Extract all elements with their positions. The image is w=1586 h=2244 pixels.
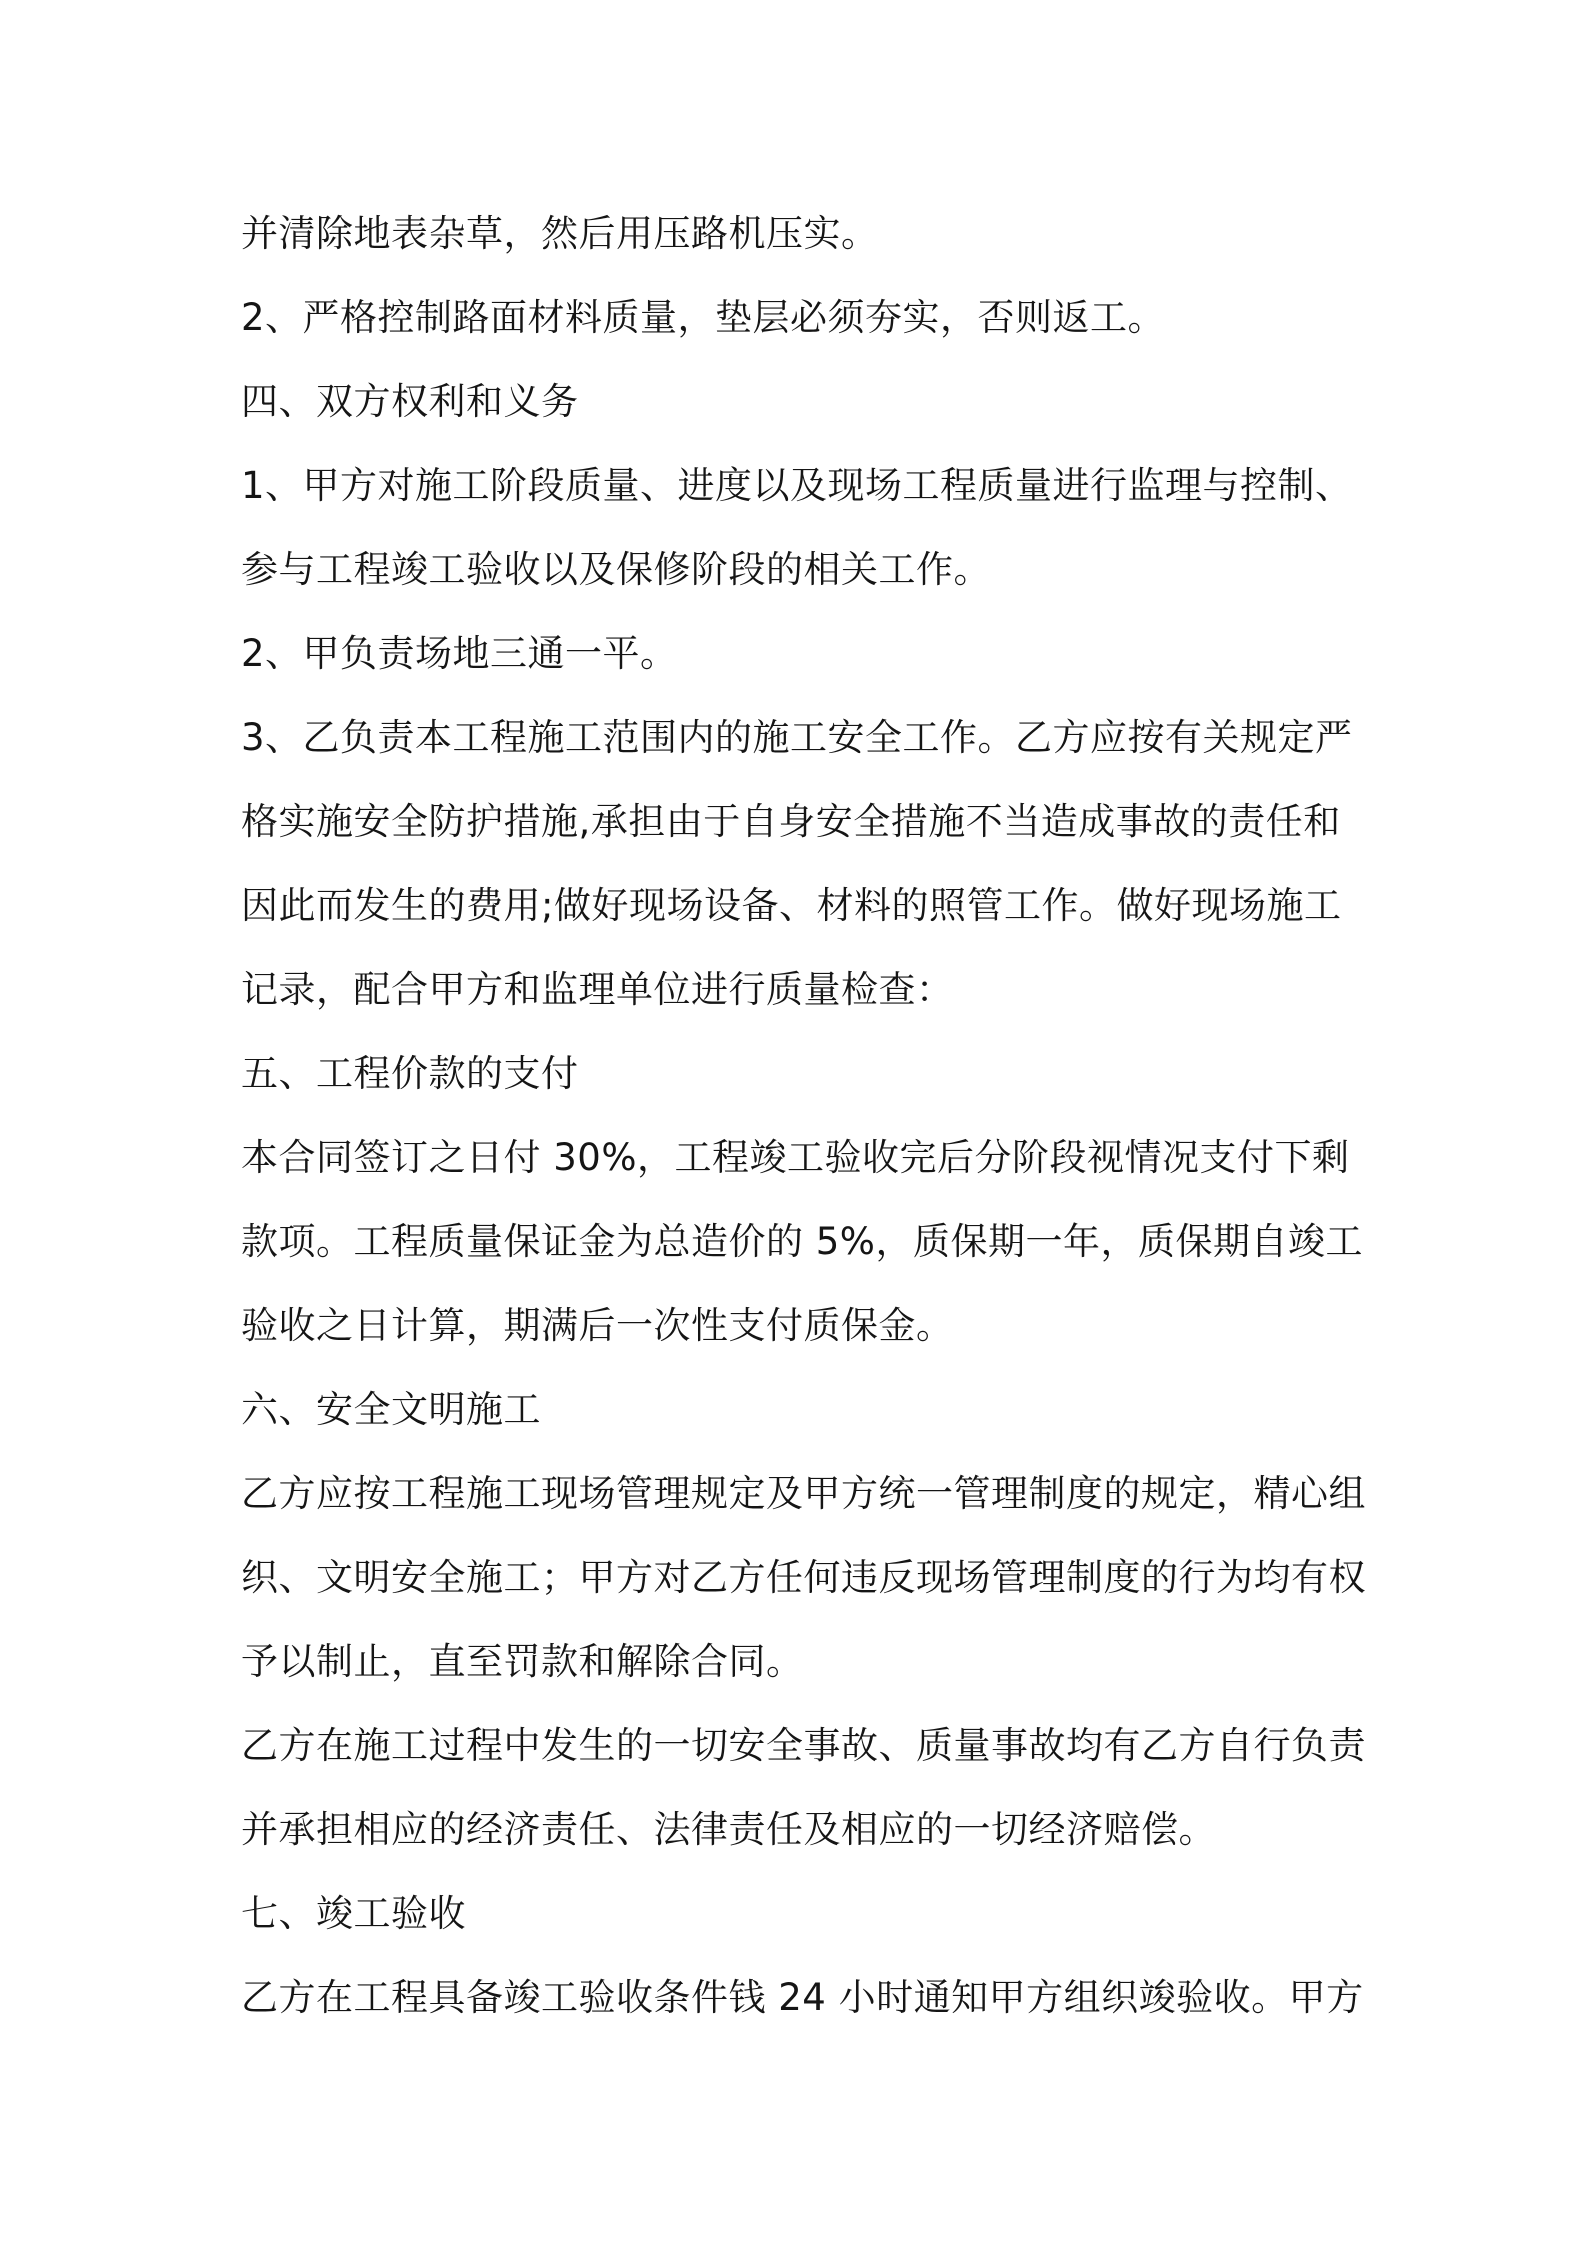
text-line: 验收之日计算，期满后一次性支付质保金。 (241, 1304, 954, 1347)
text-line: 并承担相应的经济责任、法律责任及相应的一切经济赔偿。 (241, 1808, 1216, 1851)
text-line: 参与工程竣工验收以及保修阶段的相关工作。 (241, 548, 991, 591)
text-line: 2、甲负责场地三通一平。 (241, 632, 678, 675)
text-line: 格实施安全防护措施,承担由于自身安全措施不当造成事故的责任和 (241, 800, 1341, 843)
text-line: 因此而发生的费用;做好现场设备、材料的照管工作。做好现场施工 (241, 884, 1342, 927)
section-heading: 六、安全文明施工 (241, 1388, 541, 1431)
text-line: 予以制止，直至罚款和解除合同。 (241, 1640, 804, 1683)
text-line: 本合同签订之日付 30%，工程竣工验收完后分阶段视情况支付下剩 (241, 1136, 1350, 1179)
text-line: 2、严格控制路面材料质量，垫层必须夯实，否则返工。 (241, 296, 1166, 339)
text-line: 3、乙负责本工程施工范围内的施工安全工作。乙方应按有关规定严 (241, 716, 1353, 759)
section-heading: 五、工程价款的支付 (241, 1052, 579, 1095)
section-heading: 七、竣工验收 (241, 1892, 466, 1935)
text-line: 1、甲方对施工阶段质量、进度以及现场工程质量进行监理与控制、 (241, 464, 1353, 507)
text-line: 乙方在工程具备竣工验收条件钱 24 小时通知甲方组织竣验收。甲方 (241, 1976, 1364, 2019)
section-heading: 四、双方权利和义务 (241, 380, 579, 423)
text-line: 并清除地表杂草，然后用压路机压实。 (241, 212, 879, 255)
text-line: 织、文明安全施工；甲方对乙方任何违反现场管理制度的行为均有权 (241, 1556, 1366, 1599)
text-line: 乙方应按工程施工现场管理规定及甲方统一管理制度的规定，精心组 (241, 1472, 1366, 1515)
document-body (241, 192, 1366, 2040)
text-line: 记录，配合甲方和监理单位进行质量检查： (241, 968, 954, 1011)
text-line: 款项。工程质量保证金为总造价的 5%，质保期一年，质保期自竣工 (241, 1220, 1363, 1263)
text-line: 乙方在施工过程中发生的一切安全事故、质量事故均有乙方自行负责 (241, 1724, 1366, 1767)
